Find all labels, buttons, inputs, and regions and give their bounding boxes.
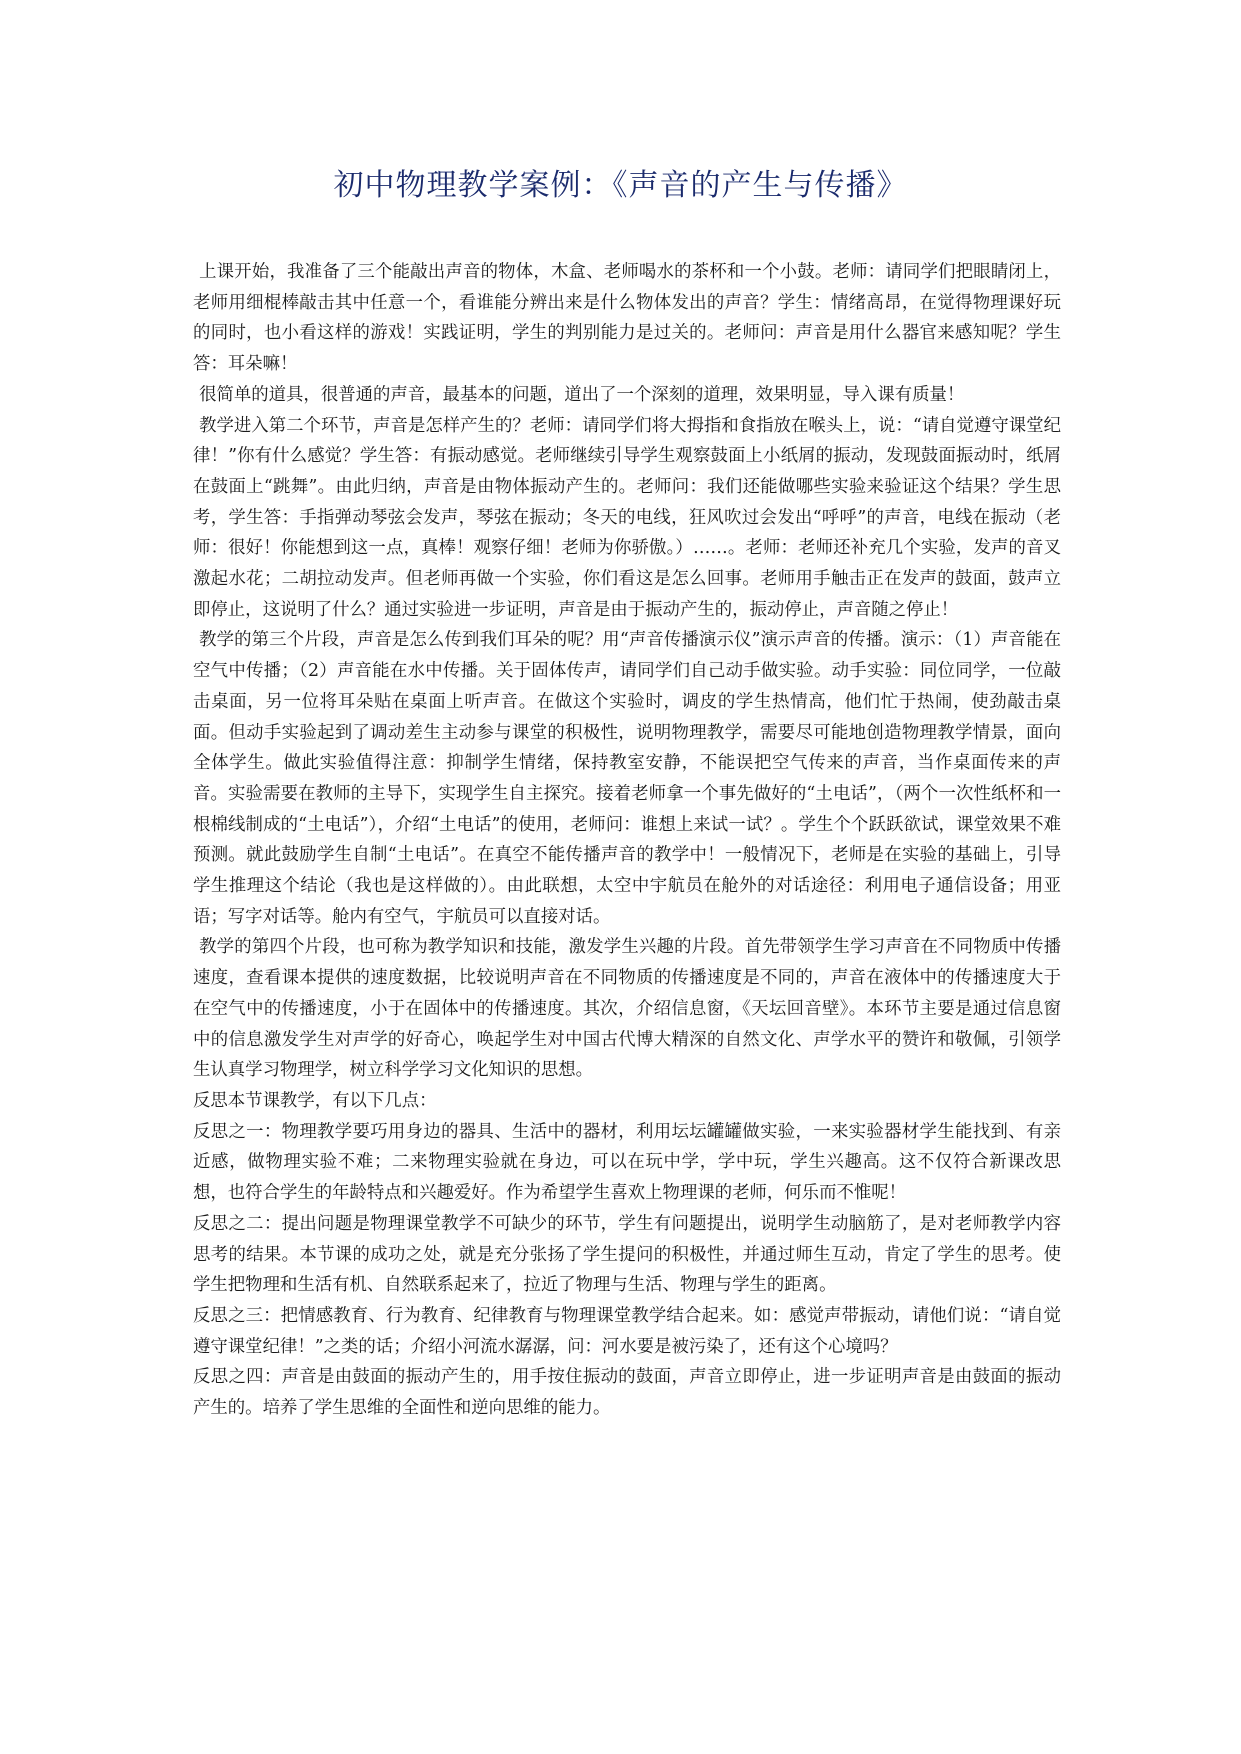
paragraph-reflection-intro: 反思本节课教学，有以下几点： [193,1090,437,1111]
paragraph-reflection-1: 反思之一：物理教学要巧用身边的器具、生活中的器材，利用坛坛罐罐做实验，一来实验器材学生能找到、有亲近感，做物理实验不难；二来物理实验就在身边，可以在玩中学，学中玩，学生兴趣高。这不仅符合新课改思想，也符合学生的年龄特点和兴趣爱好。作为希望学生喜欢上物理课的老师，何乐而不惟呢！ [193,1121,1061,1204]
paragraph-fourth-segment: 教学的第四个片段，也可称为教学知识和技能，激发学生兴趣的片段。首先带领学生学习声音在不同物质中传播速度，查看课本提供的速度数据，比较说明声音在不同物质的传播速度是不同的，声音在液体中的传播速度大于在空气中的传播速度，小于在固体中的传播速度。其次，介绍信息窗，《天坛回音壁》。本环节主要是通过信息窗中的信息激发学生对声学的好奇心，唤起学生对中国古代博大精深的自然文化、声学水平的赞许和敬佩，引领学生认真学习物理学，树立科学学习文化知识的思想。 [193,937,1061,1081]
paragraph-intro: 上课开始，我准备了三个能敲出声音的物体，木盒、老师喝水的茶杯和一个小鼓。老师：请同学们把眼睛闭上，老师用细棍棒敲击其中任意一个，看谁能分辨出来是什么物体发出的声音？学生：情绪高昂，在觉得物理课好玩的同时，也小看这样的游戏！实践证明，学生的判别能力是过关的。老师问：声音是用什么器官来感知呢？学生答：耳朵嘛！ [193,262,1061,375]
paragraph-reflection-4: 反思之四：声音是由鼓面的振动产生的，用手按住振动的鼓面，声音立即停止，进一步证明声音是由鼓面的振动产生的。培养了学生思维的全面性和逆向思维的能力。 [193,1367,1061,1419]
document-title: 初中物理教学案例：《声音的产生与传播》 [333,168,908,203]
paragraph-comment: 很简单的道具，很普通的声音，最基本的问题，道出了一个深刻的道理，效果明显，导入课有质量！ [199,384,965,405]
document-body [193,257,1061,1424]
paragraph-reflection-3: 反思之三：把情感教育、行为教育、纪律教育与物理课堂教学结合起来。如：感觉声带振动，请他们说：“请自觉遵守课堂纪律！”之类的话；介绍小河流水潺潺，问：河水要是被污染了，还有这个心境吗？ [193,1305,1061,1357]
paragraph-reflection-2: 反思之二：提出问题是物理课堂教学不可缺少的环节，学生有问题提出，说明学生动脑筋了，是对老师教学内容思考的结果。本节课的成功之处，就是充分张扬了学生提问的积极性，并通过师生互动，肯定了学生的思考。使学生把物理和生活有机、自然联系起来了，拉近了物理与生活、物理与学生的距离。 [193,1213,1061,1296]
paragraph-second-segment: 教学进入第二个环节，声音是怎样产生的？老师：请同学们将大拇指和食指放在喉头上，说：“请自觉遵守课堂纪律！”你有什么感觉？学生答：有振动感觉。老师继续引导学生观察鼓面上小纸屑的振动，发现鼓面振动时，纸屑在鼓面上“跳舞”。由此归纳，声音是由物体振动产生的。老师问：我们还能做哪些实验来验证这个结果？学生思考，学生答：手指弹动琴弦会发声，琴弦在振动；冬天的电线，狂风吹过会发出“呼呼”的声音，电线在振动（老师：很好！你能想到这一点，真棒！观察仔细！老师为你骄傲。）……。老师：老师还补充几个实验，发声的音叉激起水花；二胡拉动发声。但老师再做一个实验，你们看这是怎么回事。老师用手触击正在发声的鼓面，鼓声立即停止，这说明了什么？通过实验进一步证明，声音是由于振动产生的，振动停止，声音随之停止！ [193,415,1061,620]
paragraph-third-segment: 教学的第三个片段，声音是怎么传到我们耳朵的呢？用“声音传播演示仪”演示声音的传播。演示：（1）声音能在空气中传播；（2）声音能在水中传播。关于固体传声，请同学们自己动手做实验。动手实验：同位同学，一位敲击桌面，另一位将耳朵贴在桌面上听声音。在做这个实验时，调皮的学生热情高，他们忙于热闹，使劲敲击桌面。但动手实验起到了调动差生主动参与课堂的积极性，说明物理教学，需要尽可能地创造物理教学情景，面向全体学生。做此实验值得注意：抑制学生情绪，保持教室安静，不能误把空气传来的声音，当作桌面传来的声音。实验需要在教师的主导下，实现学生自主探究。接着老师拿一个事先做好的“土电话”，（两个一次性纸杯和一根棉线制成的“土电话”），介绍“土电话”的使用，老师问：谁想上来试一试？。学生个个跃跃欲试，课堂效果不难预测。就此鼓励学生自制“土电话”。在真空不能传播声音的教学中！一般情况下，老师是在实验的基础上，引导学生推理这个结论（我也是这样做的）。由此联想，太空中宇航员在舱外的对话途径：利用电子通信设备；用亚语；写字对话等。舱内有空气，宇航员可以直接对话。 [193,630,1061,927]
